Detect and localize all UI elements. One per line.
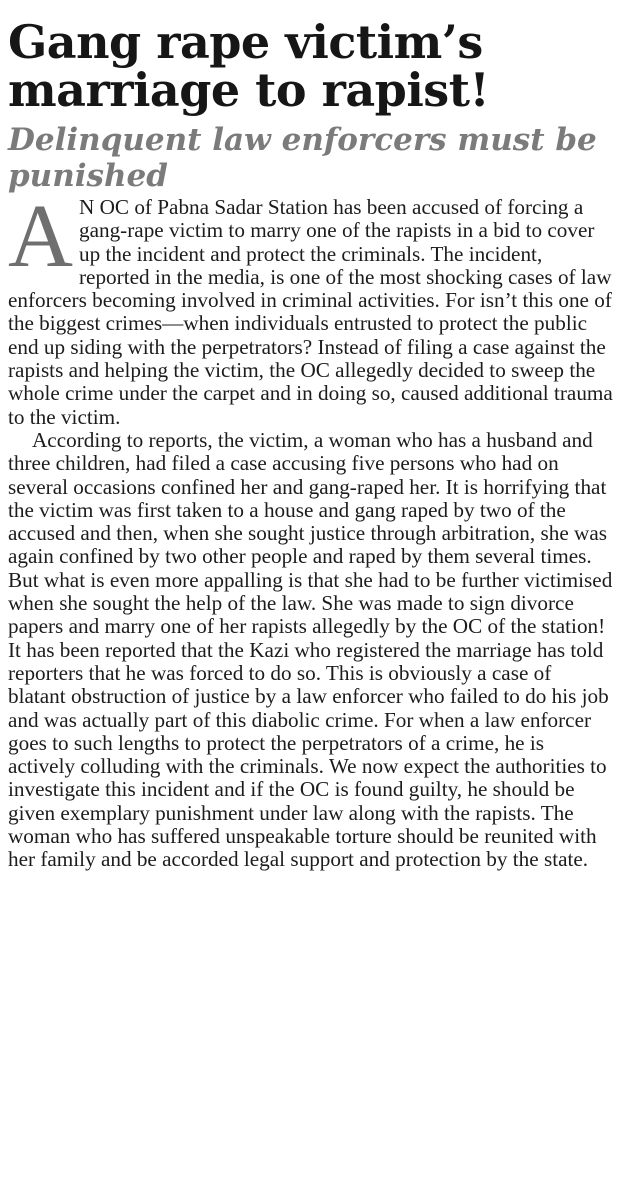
paragraph-1-text: N OC of Pabna Sadar Station has been accused of forcing a gang-rape victim to marry one of the rapists in a bid to cover up the incident and protect the criminals. The incident, reported in the media, is one of the most shocking cases of law enforcers becoming involved in criminal activities. For isn’t this one of the biggest crimes—when individuals entrusted to protect the public end up siding with the perpetrators? Instead of filing a case against the rapists and helping the victim, the OC allegedly decided to sweep the whole crime under the carpet and in doing so, caused additional trauma to the victim. (8, 195, 613, 429)
paragraph-1 (8, 187, 614, 429)
editorial-article (8, 15, 614, 872)
drop-cap: A (8, 187, 73, 286)
article-body (8, 187, 614, 872)
headline: Gang rape victim’s marriage to rapist! (8, 15, 490, 117)
paragraph-2: According to reports, the victim, a woman who has a husband and three children, had filed a case accusing five persons who had on several occasions confined her and gang-raped her. It is horrifying that the victim was first taken to a house and gang raped by two of the accused and then, when she sought justice through arbitration, she was again confined by two other people and raped by them several times. But what is even more appalling is that she had to be further victimised when she sought the help of the law. She was made to sign divorce papers and marry one of her rapists allegedly by the OC of the station! It has been reported that the Kazi who registered the marriage has told reporters that he was forced to do so. This is obviously a case of blatant obstruction of justice by a law enforcer who failed to do his job and was actually part of this diabolic crime. For when a law enforcer goes to such lengths to protect the perpetrators of a crime, he is actively colluding with the criminals. We now expect the authorities to investigate this incident and if the OC is found guilty, he should be given exemplary punishment under law along with the rapists. The woman who has suffered unspeakable torture should be reunited with her family and be accorded legal support and protection by the state. (8, 427, 613, 872)
subheadline: Delinquent law enforcers must be punished (8, 122, 597, 194)
